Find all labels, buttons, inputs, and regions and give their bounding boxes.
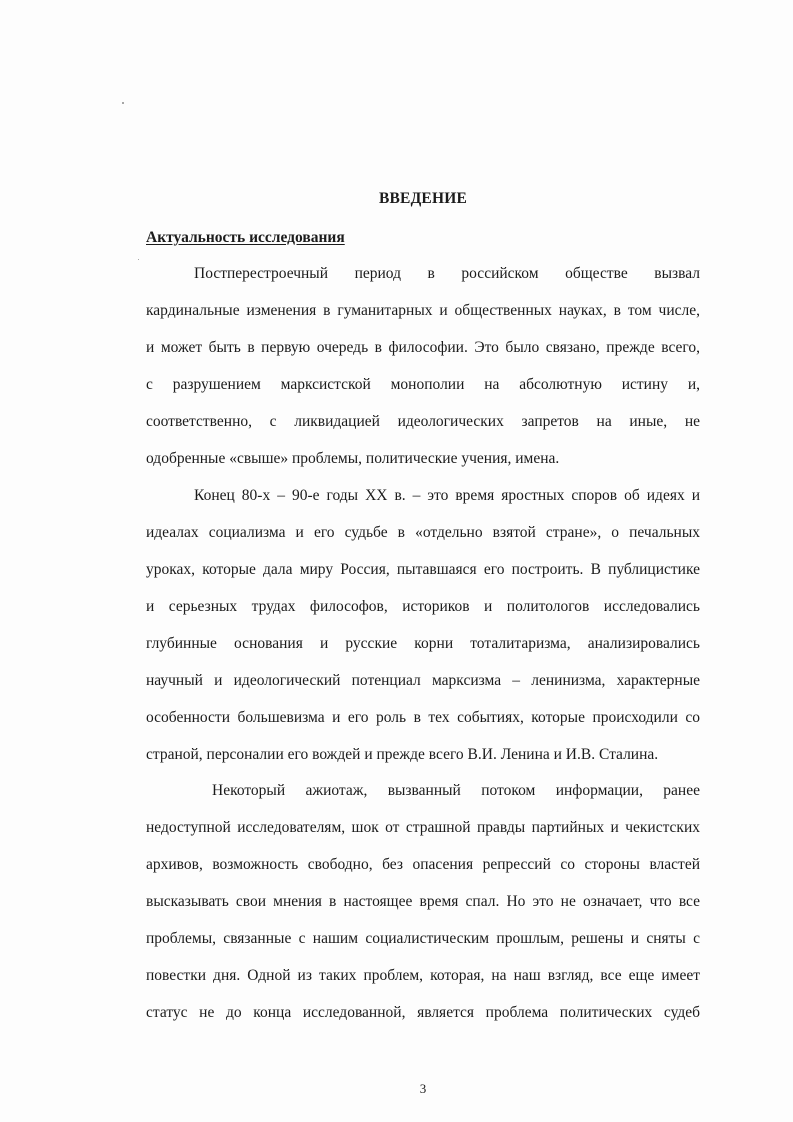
text-line: и может быть в первую очередь в философии. Это было связано, прежде всего, [146, 339, 700, 356]
text-line: с разрушением марксистской монополии на абсолютную истину и, [146, 376, 700, 393]
text-line: Постперестроечный период в российском обществе вызвал [194, 265, 700, 282]
text-line: одобренные «свыше» проблемы, политические учения, имена. [146, 450, 560, 467]
text-line: кардинальные изменения в гуманитарных и общественных науках, в том числе, [146, 302, 700, 319]
scan-speck [138, 259, 139, 260]
text-line: идеалах социализма и его судьбе в «отдельно взятой стране», о печальных [146, 524, 700, 541]
text-line: высказывать свои мнения в настоящее время спал. Но это не означает, что все [146, 893, 700, 910]
text-line: особенности большевизма и его роль в тех событиях, которые происходили со [146, 709, 700, 726]
scan-speck [122, 102, 124, 104]
text-line: страной, персоналии его вождей и прежде всего В.И. Ленина и И.В. Сталина. [146, 746, 659, 763]
subsection-heading: Актуальность исследования [146, 229, 345, 246]
text-line: статус не до конца исследованной, является проблема политических судеб [146, 1004, 700, 1021]
text-line: уроках, которые дала миру Россия, пытавшаяся его построить. В публицистике [146, 561, 700, 578]
text-line: архивов, возможность свободно, без опасения репрессий со стороны властей [146, 856, 700, 873]
page-number: 3 [419, 1081, 427, 1096]
text-line: Конец 80-х – 90-е годы XX в. – это время яростных споров об идеях и [194, 487, 700, 504]
text-line: научный и идеологический потенциал марксизма – ленинизма, характерные [146, 672, 700, 689]
text-line: и серьезных трудах философов, историков и политологов исследовались [146, 598, 700, 615]
text-line: глубинные основания и русские корни тоталитаризма, анализировались [146, 635, 700, 652]
section-heading: ВВЕДЕНИЕ [378, 190, 468, 207]
text-line: Некоторый ажиотаж, вызванный потоком информации, ранее [212, 782, 700, 799]
text-line: повестки дня. Одной из таких проблем, которая, на наш взгляд, все еще имеет [146, 967, 700, 984]
text-line: проблемы, связанные с нашим социалистическим прошлым, решены и сняты с [146, 930, 700, 947]
text-line: недоступной исследователям, шок от страшной правды партийных и чекистских [146, 819, 700, 836]
text-line: соответственно, с ликвидацией идеологических запретов на иные, не [146, 413, 700, 430]
